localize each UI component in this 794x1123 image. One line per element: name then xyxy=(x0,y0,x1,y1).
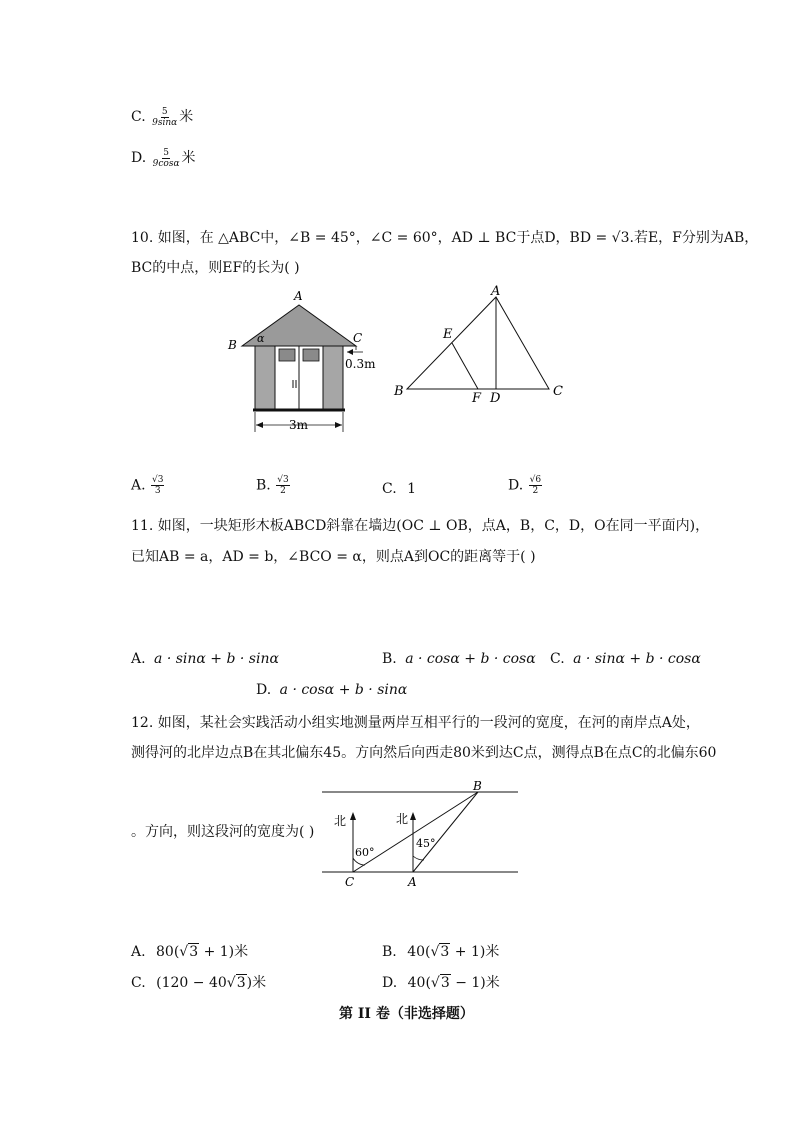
q11-option-a: A. a · sinα + b · sinα xyxy=(131,651,279,667)
river-label-a: A xyxy=(408,875,417,889)
north-label-c: 北 xyxy=(334,814,347,828)
q12-stem-line3: 。方向，则这段河的宽度为( ) xyxy=(131,824,315,840)
q10-stem-line2: BC的中点，则EF的长为( ) xyxy=(131,260,300,276)
q10-option-d: D. $\frac{√6}{2}$ xyxy=(508,475,542,496)
angle-45: 45° xyxy=(416,837,436,850)
house-label-c: C xyxy=(353,331,363,345)
q10-option-b: B. $\frac{√3}{2}$ xyxy=(256,475,289,496)
tri-label-f: F xyxy=(472,391,482,406)
tri-label-e: E xyxy=(443,327,453,342)
angle-60: 60° xyxy=(355,846,375,859)
q11-stem-line2: 已知AB = a，AD = b，∠BCO = α，则点A到OC的距离等于( ) xyxy=(131,549,536,565)
tri-label-b: B xyxy=(394,384,404,399)
house-label-a: A xyxy=(294,289,303,303)
q11-stem-line1: 11. 如图，一块矩形木板ABCD斜靠在墙边(OC ⊥ OB，点A，B，C，D，O在同一平面内)， xyxy=(131,518,710,534)
q11-option-d: D. a · cosα + b · sinα xyxy=(256,682,408,698)
house-width-label: 3m xyxy=(289,418,309,432)
river-label-b: B xyxy=(473,780,482,793)
q10-option-c: C. 1 xyxy=(382,481,417,497)
q12-stem-line2: 测得河的北岸边点B在其北偏东45。方向然后向西走80米到达C点，测得点B在点C的北偏东60 xyxy=(131,745,717,761)
house-height-label: 0.3m xyxy=(345,357,376,371)
river-label-c: C xyxy=(345,875,355,889)
q12-river-figure xyxy=(320,780,520,890)
tri-label-d: D xyxy=(490,391,501,406)
q11-option-c: C. a · sinα + b · cosα xyxy=(550,651,701,667)
q12-option-a: A. 80(√3 + 1)米 xyxy=(131,944,249,960)
house-angle-alpha: α xyxy=(257,332,265,345)
q10-triangle-figure xyxy=(390,282,570,406)
tri-label-a: A xyxy=(491,284,501,299)
house-label-b: B xyxy=(228,338,237,352)
q10-stem-line1: 10. 如图，在 △ABC中，∠B = 45°，∠C = 60°，AD ⊥ BC于点D，BD = √3.若E，F分别为AB， xyxy=(131,230,759,246)
q10-house-figure xyxy=(225,286,385,434)
tri-label-c: C xyxy=(553,384,563,399)
q11-option-b: B. a · cosα + b · cosα xyxy=(382,651,536,667)
section-two-heading: 第 II 卷（非选择题） xyxy=(339,1006,474,1022)
q9-option-d: D. $\frac{5}{9\cos\alpha}$ 米 xyxy=(131,147,196,169)
q9-option-c: C. $\frac{5}{9\sin\alpha}$ 米 xyxy=(131,106,194,128)
q12-option-d: D. 40(√3 − 1)米 xyxy=(382,975,500,991)
north-label-a: 北 xyxy=(396,812,409,826)
q12-option-b: B. 40(√3 + 1)米 xyxy=(382,944,500,960)
q12-stem-line1: 12. 如图，某社会实践活动小组实地测量两岸互相平行的一段河的宽度，在河的南岸点A处， xyxy=(131,715,700,731)
q10-option-a: A. $\frac{√3}{3}$ xyxy=(131,475,164,496)
q12-option-c: C. (120 − 40√3)米 xyxy=(131,975,267,991)
